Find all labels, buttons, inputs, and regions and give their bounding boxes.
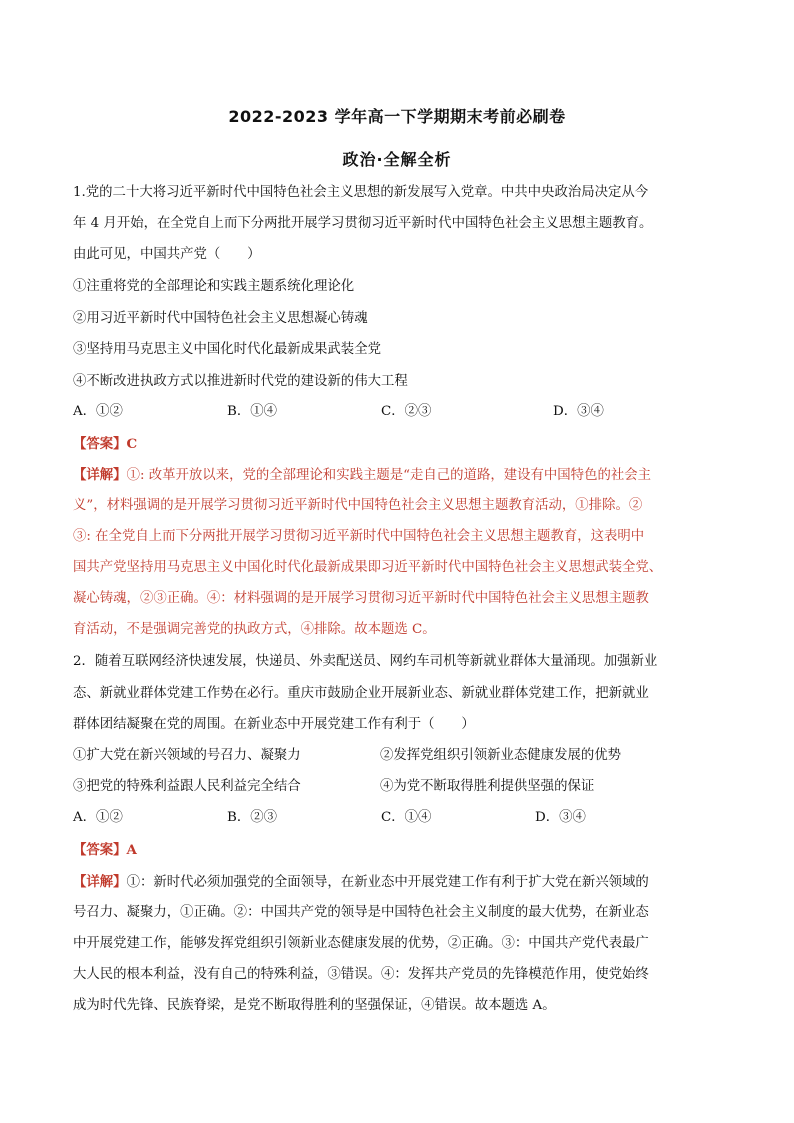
q2-item-1: ①扩大党在新兴领域的号召力、凝聚力 [73, 748, 301, 763]
q2-detail-text-1: ①：新时代必须加强党的全面领导，在新业态中开展党建工作有利于扩大党在新兴领域的 [126, 875, 649, 890]
q2-detail-line-1 [73, 872, 649, 893]
q2-detail-line-3: 中开展党建工作，能够发挥党组织引领新业态健康发展的优势，②正确。③：中国共产党代表最广 [73, 936, 649, 951]
q2-item-3: ③把党的特殊利益跟人民利益完全结合 [73, 779, 301, 794]
q2-stem-line-3: 群体团结凝聚在党的周围。在新业态中开展党建工作有利于（ ） [73, 717, 475, 732]
q1-item-3: ③坚持用马克思主义中国化时代化最新成果武装全党 [73, 342, 381, 357]
q1-item-2: ②用习近平新时代中国特色社会主义思想凝心铸魂 [73, 311, 368, 326]
q1-detail-line-6: 育活动，不是强调完善党的执政方式，④排除。故本题选 C。 [73, 622, 436, 637]
page-subtitle: 政治·全解全析 [342, 150, 452, 169]
q1-detail-text-1: ①: 改革开放以来，党的全部理论和实践主题是“走自己的道路，建设有中国特色的社会主 [126, 468, 652, 483]
q1-detail-line-1 [73, 465, 651, 486]
q1-detail-line-3: ③: 在全党自上而下分两批开展学习贯彻习近平新时代中国特色社会主义思想主题教育，这表明中 [73, 529, 645, 544]
q2-stem-line-2: 态、新就业群体党建工作势在必行。重庆市鼓励企业开展新业态、新就业群体党建工作，把新就业 [73, 686, 649, 701]
q1-item-1: ①注重将党的全部理论和实践主题系统化理论化 [73, 279, 355, 294]
q1-detail-line-4: 国共产党坚持用马克思主义中国化时代化最新成果即习近平新时代中国特色社会主义思想武装全党、 [73, 560, 663, 575]
q1-option-d: D．③④ [553, 404, 604, 419]
q2-detail-line-4: 大人民的根本利益，没有自己的特殊利益，③错误。④：发挥共产党员的先锋模范作用，使党始终 [73, 967, 649, 982]
q2-stem-line-1: 2．随着互联网经济快速发展，快递员、外卖配送员、网约车司机等新就业群体大量涌现。加强新业 [73, 654, 658, 669]
q1-option-b: B．①④ [227, 404, 278, 419]
q1-stem-line-1: 1.党的二十大将习近平新时代中国特色社会主义思想的新发展写入党章。中共中央政治局决定从今 [73, 185, 649, 200]
q1-stem-line-2: 年 4 月开始，在全党自上而下分两批开展学习贯彻习近平新时代中国特色社会主义思想主题教育。 [73, 216, 653, 231]
q2-detail-label: 【详解】 [73, 874, 127, 890]
q2-option-d: D．③④ [535, 810, 586, 825]
q1-stem-line-3: 由此可见，中国共产党（ ） [73, 247, 261, 262]
q2-option-c: C．①④ [381, 810, 432, 825]
q2-detail-line-2: 号召力、凝聚力，①正确。②：中国共产党的领导是中国特色社会主义制度的最大优势，在新业态 [73, 905, 649, 920]
q1-detail-line-5: 凝心铸魂，②③正确。④：材料强调的是开展学习贯彻习近平新时代中国特色社会主义思想主题教 [73, 591, 649, 606]
page-title: 2022-2023 学年高一下学期期末考前必刷卷 [228, 107, 566, 126]
q2-item-4: ④为党不断取得胜利提供坚强的保证 [380, 779, 595, 794]
q1-detail-line-2: 义”，材料强调的是开展学习贯彻习近平新时代中国特色社会主义思想主题教育活动，①排除。② [73, 498, 643, 513]
q2-option-b: B．②③ [227, 810, 278, 825]
q1-option-a: A．①② [73, 404, 123, 419]
q1-answer: 【答案】C [73, 436, 138, 452]
q1-option-c: C．②③ [381, 404, 432, 419]
q2-answer: 【答案】A [73, 842, 137, 858]
q2-option-a: A．①② [73, 810, 123, 825]
q1-detail-label: 【详解】 [73, 467, 127, 483]
q2-item-2: ②发挥党组织引领新业态健康发展的优势 [380, 748, 622, 763]
q1-item-4: ④不断改进执政方式以推进新时代党的建设新的伟大工程 [73, 374, 408, 389]
q2-detail-line-5: 成为时代先锋、民族脊梁，是党不断取得胜利的坚强保证，④错误。故本题选 A。 [73, 998, 556, 1013]
